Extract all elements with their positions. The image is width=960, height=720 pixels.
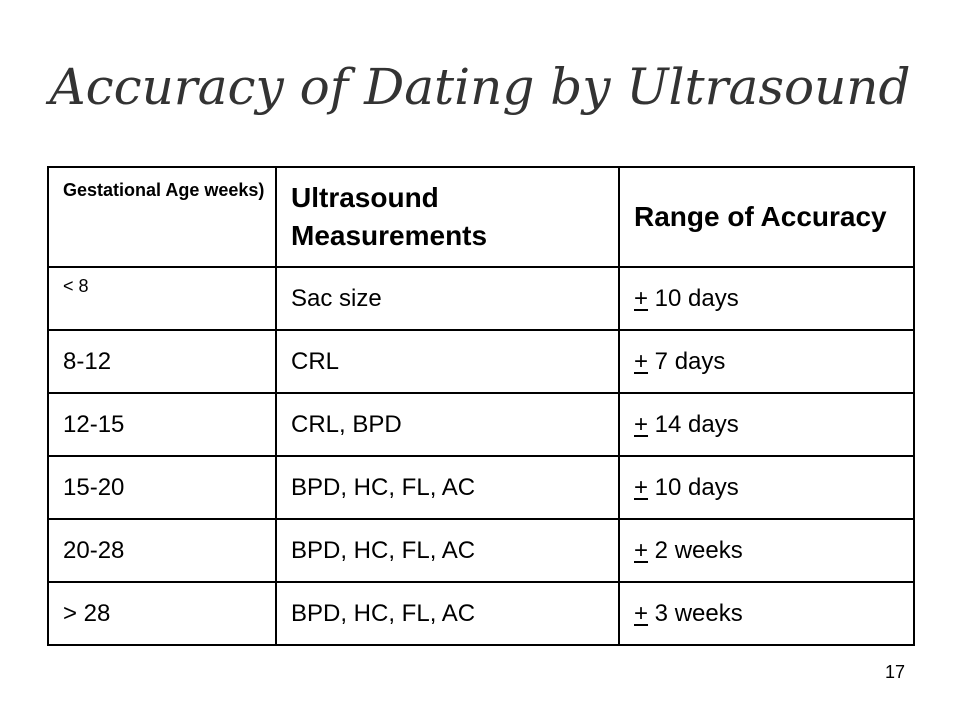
cell-age: 20-28 (48, 519, 276, 582)
header-ultrasound-measurements: Ultrasound Measurements (276, 167, 619, 267)
cell-measurement: BPD, HC, FL, AC (276, 519, 619, 582)
table-row (48, 393, 914, 456)
plus-minus-sign: + (634, 536, 649, 564)
cell-range (619, 519, 914, 582)
cell-range (619, 330, 914, 393)
plus-minus-sign: + (634, 410, 649, 438)
cell-range (619, 267, 914, 330)
range-value: 7 days (648, 347, 726, 375)
cell-measurement: CRL, BPD (276, 393, 619, 456)
table-row (48, 330, 914, 393)
header-gestational-age: Gestational Age weeks) (48, 167, 276, 267)
cell-age: < 8 (48, 267, 276, 330)
cell-age: 15-20 (48, 456, 276, 519)
dating-accuracy-table (47, 166, 915, 646)
cell-age: > 28 (48, 582, 276, 645)
table-header-row (48, 167, 914, 267)
cell-range (619, 393, 914, 456)
cell-measurement: Sac size (276, 267, 619, 330)
plus-minus-sign: + (634, 347, 649, 375)
cell-range (619, 582, 914, 645)
header-range-of-accuracy: Range of Accuracy (619, 167, 914, 267)
table-row (48, 582, 914, 645)
range-value: 14 days (648, 410, 739, 438)
table-row (48, 519, 914, 582)
range-value: 10 days (648, 284, 739, 312)
cell-range (619, 456, 914, 519)
cell-age: 8-12 (48, 330, 276, 393)
plus-minus-sign: + (634, 599, 649, 627)
cell-age: 12-15 (48, 393, 276, 456)
cell-measurement: BPD, HC, FL, AC (276, 582, 619, 645)
slide-title: Accuracy of Dating by Ultrasound (49, 58, 911, 116)
range-value: 3 weeks (648, 599, 743, 627)
cell-measurement: CRL (276, 330, 619, 393)
table-row (48, 267, 914, 330)
plus-minus-sign: + (634, 473, 649, 501)
cell-measurement: BPD, HC, FL, AC (276, 456, 619, 519)
table-row (48, 456, 914, 519)
page-number: 17 (884, 662, 905, 682)
plus-minus-sign: + (634, 284, 649, 312)
range-value: 10 days (648, 473, 739, 501)
range-value: 2 weeks (648, 536, 743, 564)
